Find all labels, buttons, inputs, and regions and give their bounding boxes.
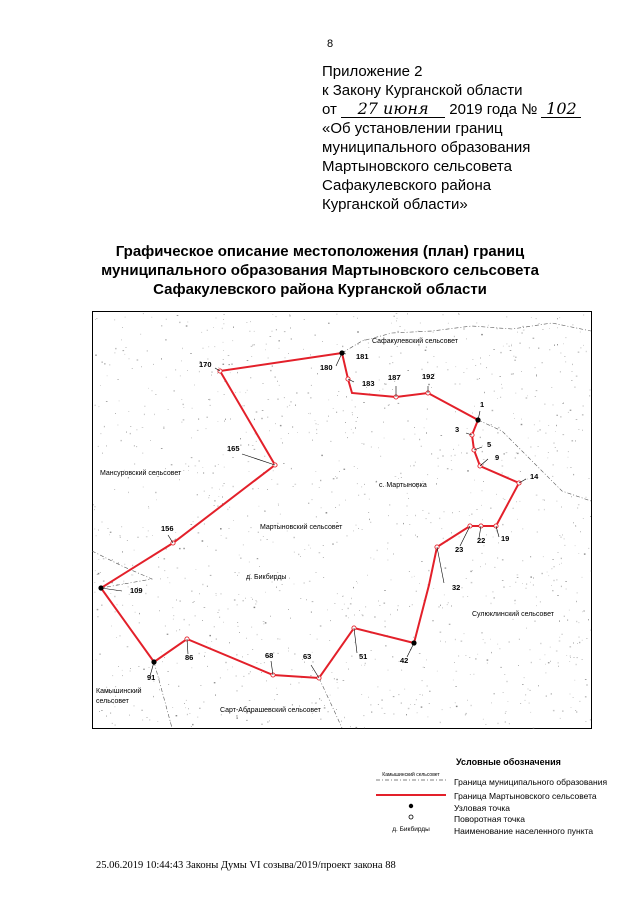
appendix-line-7: Сафакулевского района [322, 177, 492, 194]
point-label-p165: 165 [227, 444, 240, 453]
legend-item-turn: Поворотная точка [454, 814, 525, 824]
footer-path: 25.06.2019 10:44:43 Законы Думы VI созыва/2019/проект закона 88 [96, 860, 396, 871]
boundary-map [92, 311, 592, 729]
region-label-south: Сарт-Абдрашевский сельсовет [220, 707, 321, 714]
handwritten-number: 102 [541, 101, 581, 118]
point-label-p32: 32 [452, 583, 461, 592]
settlement-bikbirdy: д. Бикбирды [246, 574, 287, 581]
point-label-p181: 181 [356, 352, 369, 361]
legend-settlement-sample: д. Бикбирды [392, 826, 430, 833]
point-label-p68: 68 [265, 651, 274, 660]
point-label-p180: 180 [320, 363, 333, 372]
appendix-date-line [322, 100, 581, 119]
point-label-p156: 156 [161, 524, 174, 533]
legend-title: Условные обозначения [456, 757, 561, 767]
point-label-p51: 51 [359, 652, 368, 661]
region-label-west: Мансуровский сельсовет [100, 470, 182, 477]
legend-sample-label: Камышинский сельсовет [382, 772, 440, 778]
point-label-p183: 183 [362, 379, 375, 388]
appendix-line-4: «Об установлении границ [322, 120, 503, 137]
appendix-line-5: муниципального образования [322, 139, 531, 156]
point-label-p22: 22 [477, 536, 486, 545]
year-text: 2019 года № [449, 101, 538, 118]
legend-item-martynovsky: Граница Мартыновского сельсовета [454, 791, 597, 801]
handwritten-date: 27 июня [341, 101, 445, 118]
point-label-p170: 170 [199, 360, 212, 369]
point-label-p14: 14 [530, 472, 539, 481]
point-label-p23: 23 [455, 545, 464, 554]
document-title [80, 242, 560, 299]
legend-item-node: Узловая точка [454, 803, 511, 813]
title-line-2: муниципального образования Мартыновского сельсовета [101, 262, 539, 279]
title-line-3: Сафакулевского района Курганской области [153, 281, 487, 298]
region-label-north: Сафакулевский сельсовет [372, 338, 458, 345]
map-frame [93, 312, 592, 729]
appendix-line-6: Мартыновского сельсовета [322, 158, 512, 175]
legend-symbols [370, 770, 452, 860]
point-label-p91: 91 [147, 673, 156, 682]
appendix-line-8: Курганской области» [322, 196, 468, 213]
point-label-p5: 5 [487, 440, 492, 449]
point-label-p63: 63 [303, 652, 312, 661]
appendix-header [322, 62, 581, 214]
point-label-p19: 19 [501, 534, 510, 543]
page-number: 8 [327, 38, 334, 50]
from-prefix: от [322, 101, 337, 118]
point-label-p9: 9 [495, 453, 500, 462]
legend-item-settlement: Наименование населенного пункта [454, 826, 594, 836]
region-label-east: Сулюклинский сельсовет [472, 611, 554, 618]
point-label-p187: 187 [388, 373, 401, 382]
legend-node-point [409, 804, 413, 808]
appendix-line-1: Приложение 2 [322, 63, 423, 80]
point-label-p3: 3 [455, 425, 460, 434]
point-label-p1: 1 [480, 400, 485, 409]
region-label-southwest-2: сельсовет [96, 698, 129, 705]
point-label-p42: 42 [400, 656, 409, 665]
region-label-center: Мартыновский сельсовет [260, 524, 343, 531]
legend-item-municipal: Граница муниципального образования [454, 777, 608, 787]
legend-turn-point [409, 815, 413, 819]
point-label-p86: 86 [185, 653, 194, 662]
appendix-line-2: к Закону Курганской области [322, 82, 523, 99]
point-label-p109: 109 [130, 586, 143, 595]
title-line-1: Графическое описание местоположения (план) границ [115, 243, 525, 260]
point-label-p192: 192 [422, 372, 435, 381]
region-label-southwest-1: Камышинский [96, 688, 142, 695]
settlement-martynovka: с. Мартыновка [379, 482, 427, 489]
